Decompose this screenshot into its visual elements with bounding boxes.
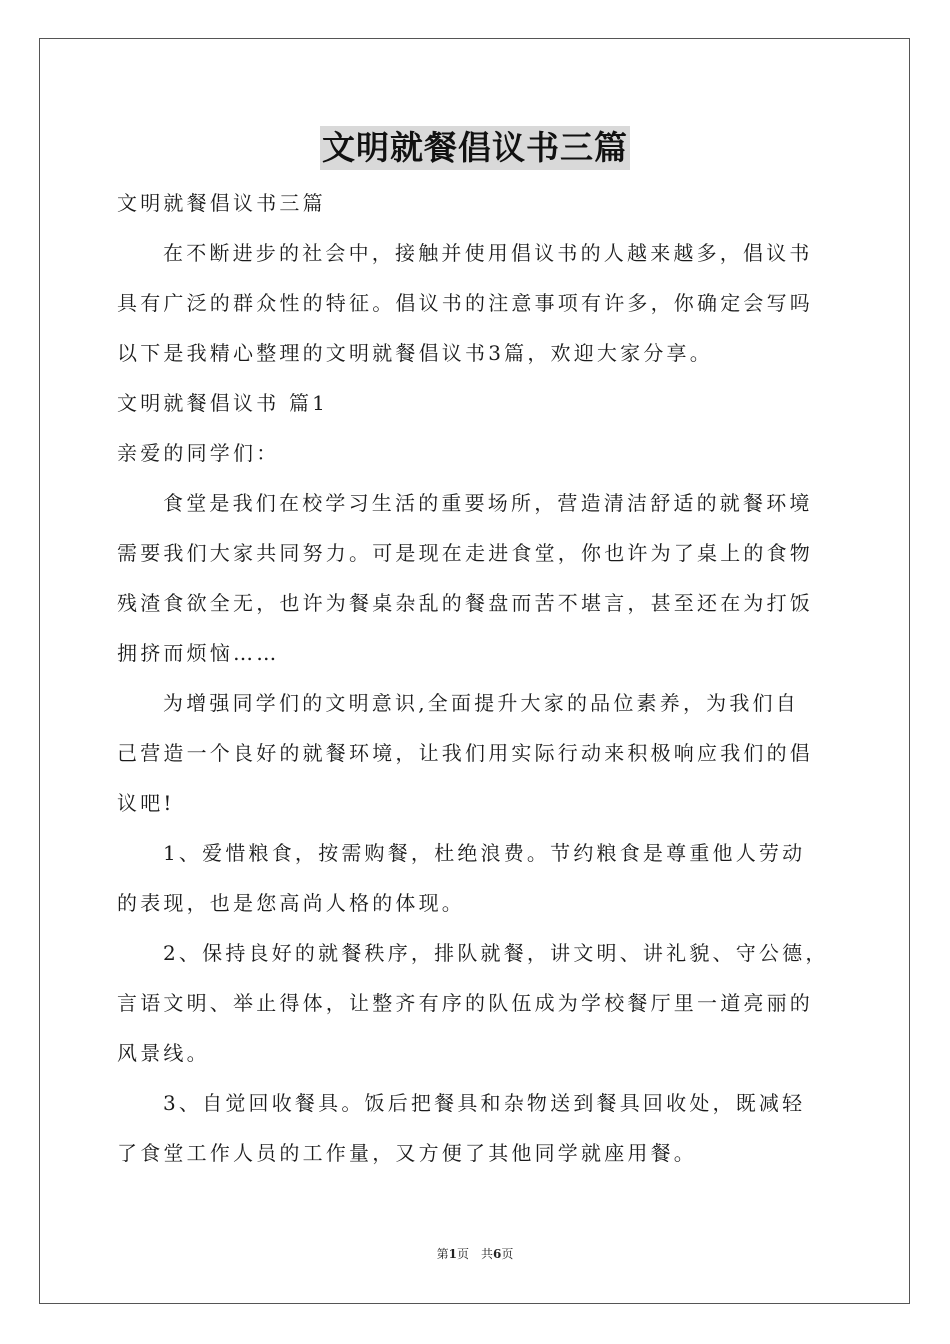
text-line: 议吧! [117, 791, 175, 815]
text-line: 具有广泛的群众性的特征。倡议书的注意事项有许多，你确定会写吗 [117, 291, 813, 315]
text-line: 拥挤而烦恼…… [117, 641, 280, 665]
page-label-prefix: 第 [436, 1247, 449, 1261]
text-line: 需要我们大家共同努力。可是现在走进食堂，你也许为了桌上的食物 [117, 541, 813, 565]
page-label-suffix: 页 [456, 1247, 469, 1261]
document-body [117, 178, 833, 1178]
title-container [0, 126, 950, 170]
text-line: 言语文明、举止得体，让整齐有序的队伍成为学校餐厅里一道亮丽的 [117, 991, 813, 1015]
total-label-suffix: 页 [501, 1247, 514, 1261]
document-title: 文明就餐倡议书三篇 [320, 126, 630, 170]
page-footer [0, 1244, 950, 1264]
text-line: 己营造一个良好的就餐环境，让我们用实际行动来积极响应我们的倡 [117, 741, 813, 765]
text-line: 的表现，也是您高尚人格的体现。 [117, 891, 465, 915]
current-page-number: 1 [448, 1247, 457, 1261]
text-line: 残渣食欲全无，也许为餐桌杂乱的餐盘而苦不堪言，甚至还在为打饭 [117, 591, 813, 615]
total-page-number: 6 [493, 1247, 502, 1261]
text-line: 食堂是我们在校学习生活的重要场所，营造清洁舒适的就餐环境 [163, 491, 813, 515]
text-line: 以下是我精心整理的文明就餐倡议书3篇，欢迎大家分享。 [117, 341, 713, 365]
text-line: 亲爱的同学们： [117, 441, 280, 465]
text-line: 3、自觉回收餐具。饭后把餐具和杂物送到餐具回收处，既减轻 [163, 1091, 806, 1115]
text-line: 文明就餐倡议书三篇 [117, 191, 326, 215]
text-line: 为增强同学们的文明意识,全面提升大家的品位素养，为我们自 [163, 691, 799, 715]
text-line: 2、保持良好的就餐秩序，排队就餐，讲文明、讲礼貌、守公德， [163, 941, 829, 965]
total-label-prefix: 共 [481, 1247, 494, 1261]
text-line: 1、爱惜粮食，按需购餐，杜绝浪费。节约粮食是尊重他人劳动 [163, 841, 806, 865]
text-line: 在不断进步的社会中，接触并使用倡议书的人越来越多，倡议书 [163, 241, 813, 265]
text-line: 文明就餐倡议书 篇1 [117, 391, 329, 415]
text-line: 了食堂工作人员的工作量，又方便了其他同学就座用餐。 [117, 1141, 697, 1165]
text-line: 风景线。 [117, 1041, 210, 1065]
